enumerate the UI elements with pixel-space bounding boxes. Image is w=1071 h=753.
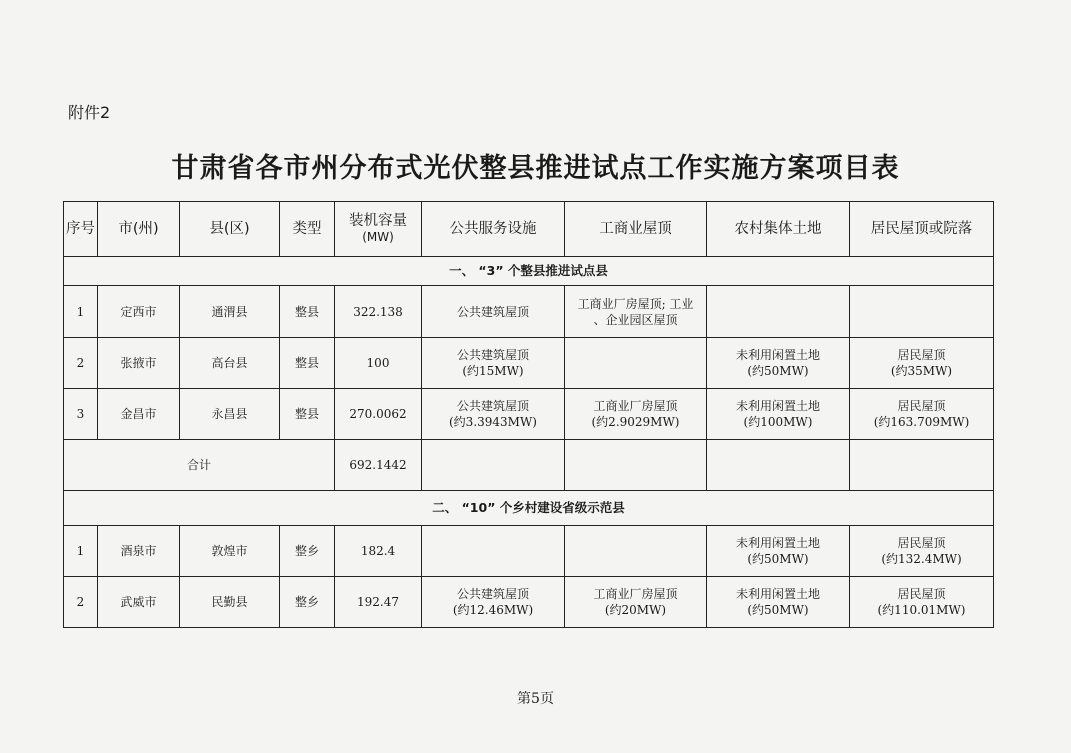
cell-industrial [565, 526, 707, 577]
table-row [64, 526, 994, 577]
cell-public [422, 286, 565, 338]
cell-residential-line1: 居民屋顶 [897, 399, 946, 413]
cell-industrial-line2: (约2.9029MW) [591, 415, 680, 429]
section-header-row [64, 491, 994, 526]
cell-public-line1: 公共建筑屋顶 [456, 587, 529, 601]
cell-no: 1 [64, 286, 98, 338]
total-label: 合计 [64, 440, 335, 491]
cell-capacity: 322.138 [335, 286, 422, 338]
cell-industrial [565, 338, 707, 389]
cell-rural-line1: 未利用闲置土地 [735, 536, 820, 550]
header-public: 公共服务设施 [422, 202, 565, 257]
header-residential: 居民屋顶或院落 [850, 202, 994, 257]
cell-city: 金昌市 [98, 389, 180, 440]
cell-rural-line2: (约100MW) [743, 415, 813, 429]
cell-public-line1: 公共建筑屋顶 [456, 399, 529, 413]
cell-industrial [565, 389, 707, 440]
header-rural: 农村集体土地 [707, 202, 850, 257]
page-title: 甘肃省各市州分布式光伏整县推进试点工作实施方案项目表 [171, 153, 900, 184]
header-no: 序号 [64, 202, 98, 257]
cell-empty [422, 440, 565, 491]
cell-public-line1: 公共建筑屋顶 [456, 348, 529, 362]
header-capacity-label: 装机容量 [349, 213, 407, 229]
section-header-row [64, 257, 994, 286]
section-title: 二、 “10” 个乡村建设省级示范县 [64, 491, 994, 526]
cell-residential-line2: (约163.709MW) [873, 415, 970, 429]
table-row [64, 286, 994, 338]
cell-city: 酒泉市 [98, 526, 180, 577]
section-title: 一、 “3” 个整县推进试点县 [64, 257, 994, 286]
cell-industrial [565, 286, 707, 338]
cell-industrial-line2: 、企业园区屋顶 [593, 312, 678, 327]
cell-industrial-line1: 工商业厂房屋顶; 工业 [577, 296, 694, 311]
total-row [64, 440, 994, 491]
cell-empty [565, 440, 707, 491]
cell-rural [707, 577, 850, 628]
cell-residential-line2: (约132.4MW) [881, 552, 962, 566]
total-capacity: 692.1442 [335, 440, 422, 491]
cell-residential [850, 286, 994, 338]
cell-rural [707, 286, 850, 338]
cell-residential-line2: (约110.01MW) [877, 603, 966, 617]
cell-residential-line2: (约35MW) [890, 364, 953, 378]
cell-public-line1: 公共建筑屋顶 [456, 304, 529, 319]
header-capacity [335, 202, 422, 257]
cell-residential-line1: 居民屋顶 [897, 536, 946, 550]
cell-rural [707, 338, 850, 389]
cell-type: 整乡 [280, 577, 335, 628]
header-county: 县(区) [180, 202, 280, 257]
table-row [64, 338, 994, 389]
cell-capacity: 100 [335, 338, 422, 389]
cell-county: 永昌县 [180, 389, 280, 440]
cell-public [422, 389, 565, 440]
cell-residential [850, 389, 994, 440]
header-row [64, 202, 994, 257]
cell-city: 张掖市 [98, 338, 180, 389]
cell-public-line2: (约3.3943MW) [449, 415, 537, 429]
header-industrial: 工商业屋顶 [565, 202, 707, 257]
cell-public [422, 526, 565, 577]
header-city: 市(州) [98, 202, 180, 257]
cell-rural-line2: (约50MW) [747, 603, 809, 617]
cell-empty [850, 440, 994, 491]
page-number: 第5页 [517, 691, 554, 707]
project-table [63, 201, 994, 628]
cell-county: 通渭县 [180, 286, 280, 338]
cell-county: 高台县 [180, 338, 280, 389]
cell-rural-line1: 未利用闲置土地 [735, 399, 820, 413]
table-row [64, 577, 994, 628]
attachment-label: 附件2 [68, 103, 111, 122]
table-row [64, 389, 994, 440]
cell-type: 整县 [280, 338, 335, 389]
cell-capacity: 270.0062 [335, 389, 422, 440]
cell-county: 民勤县 [180, 577, 280, 628]
cell-industrial-line1: 工商业厂房屋顶 [593, 399, 678, 413]
cell-rural-line1: 未利用闲置土地 [735, 587, 820, 601]
cell-residential [850, 526, 994, 577]
cell-no: 1 [64, 526, 98, 577]
cell-residential [850, 338, 994, 389]
cell-city: 武威市 [98, 577, 180, 628]
cell-empty [707, 440, 850, 491]
cell-type: 整乡 [280, 526, 335, 577]
cell-public-line2: (约15MW) [462, 364, 524, 378]
cell-rural [707, 389, 850, 440]
cell-industrial [565, 577, 707, 628]
cell-industrial-line2: (约20MW) [604, 603, 667, 617]
cell-no: 2 [64, 338, 98, 389]
cell-type: 整县 [280, 389, 335, 440]
header-type: 类型 [280, 202, 335, 257]
cell-rural-line2: (约50MW) [747, 364, 809, 378]
cell-type: 整县 [280, 286, 335, 338]
header-capacity-unit: (MW) [362, 230, 394, 244]
cell-rural [707, 526, 850, 577]
cell-public-line2: (约12.46MW) [452, 603, 534, 617]
cell-no: 2 [64, 577, 98, 628]
cell-no: 3 [64, 389, 98, 440]
cell-public [422, 577, 565, 628]
cell-rural-line2: (约50MW) [747, 552, 809, 566]
cell-rural-line1: 未利用闲置土地 [735, 348, 820, 362]
cell-residential [850, 577, 994, 628]
cell-capacity: 182.4 [335, 526, 422, 577]
cell-capacity: 192.47 [335, 577, 422, 628]
cell-public [422, 338, 565, 389]
cell-county: 敦煌市 [180, 526, 280, 577]
cell-industrial-line1: 工商业厂房屋顶 [593, 587, 678, 601]
cell-residential-line1: 居民屋顶 [897, 587, 946, 601]
cell-residential-line1: 居民屋顶 [897, 348, 946, 362]
cell-city: 定西市 [98, 286, 180, 338]
